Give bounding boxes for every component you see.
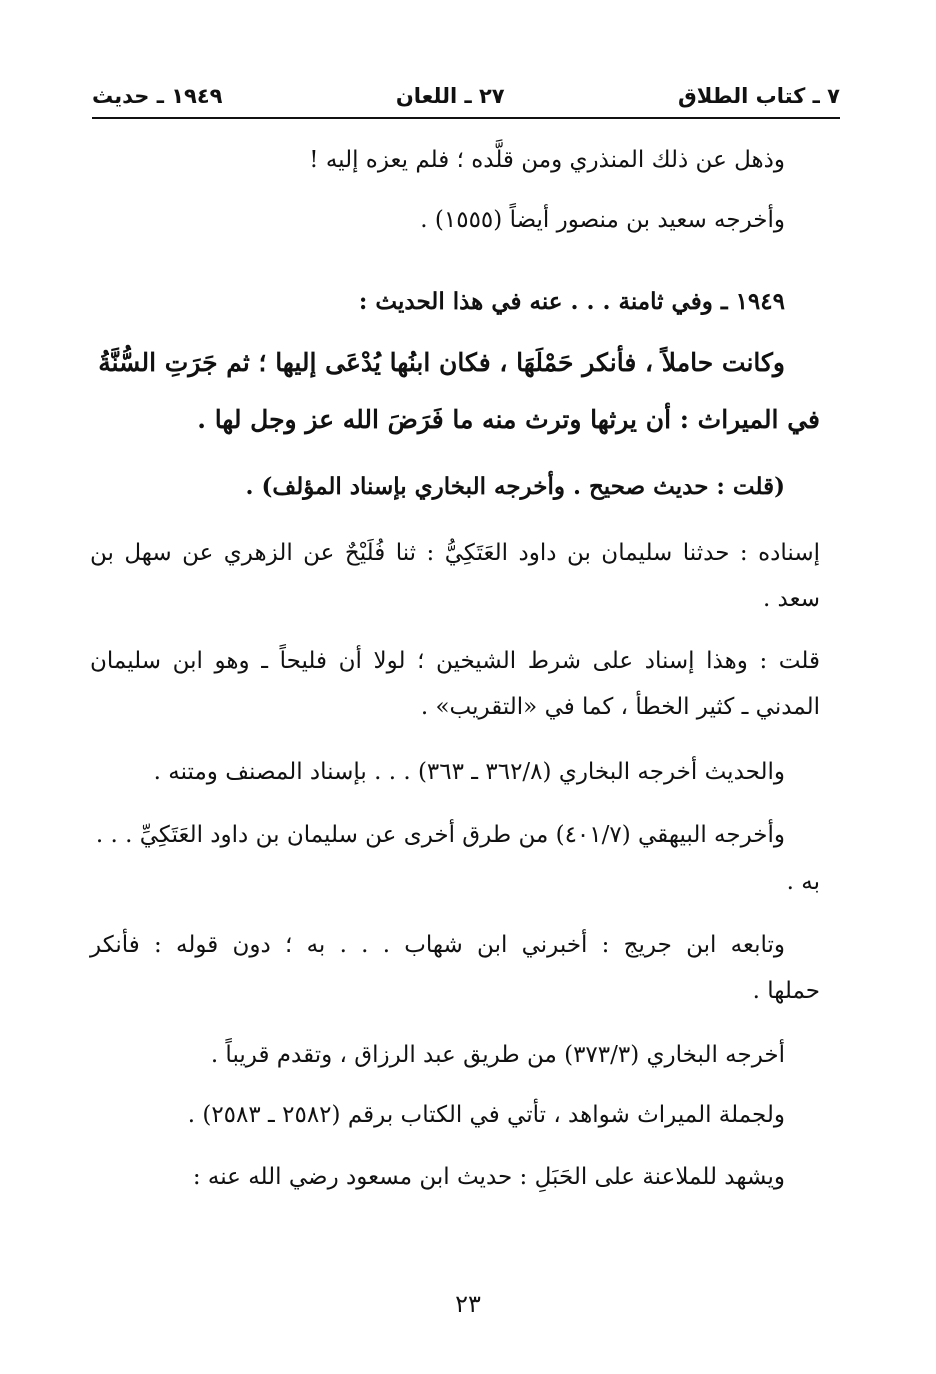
running-header (92, 78, 840, 114)
body-line: وأخرجه سعيد بن منصور أيضاً (١٥٥٥) . (420, 207, 785, 233)
page-number: ٢٣ (455, 1290, 481, 1318)
header-hadith-number: ١٩٤٩ ـ حديث (92, 84, 223, 108)
hadith-text-line: وكانت حاملاً ، فأنكر حَمْلَهَا ، فكان ابنُها يُدْعَى إليها ؛ ثم جَرَتِ السُّنَّةُ (98, 348, 785, 377)
takhrij-line: وأخرجه البيهقي (٤٠١/٧) من طرق أخرى عن سليمان بن داود العَتَكِيِّ . . . (95, 822, 785, 848)
takhrij-line: به . (786, 869, 820, 895)
takhrij-line: ويشهد للملاعنة على الحَبَلِ : حديث ابن مسعود رضي الله عنه : (192, 1164, 785, 1190)
isnad-line: إسناده : حدثنا سليمان بن داود العَتَكِيُّ : ثنا فُلَيْحٌ عن الزهري عن سهل بن (90, 540, 820, 566)
takhrij-line: والحديث أخرجه البخاري (٣٦٢/٨ ـ ٣٦٣) . . . بإسناد المصنف ومتنه . (153, 759, 785, 785)
isnad-line: سعد . (762, 586, 820, 612)
hadith-heading: ١٩٤٩ ـ وفي ثامنة . . . عنه في هذا الحديث : (358, 288, 785, 315)
verdict-note: (قلت : حديث صحيح . وأخرجه البخاري بإسناد المؤلف) . (245, 473, 785, 500)
header-book-chapter: ٧ ـ كتاب الطلاق (678, 84, 840, 108)
header-divider (92, 117, 840, 119)
header-section: ٢٧ ـ اللعان (395, 84, 505, 108)
commentary-line: قلت : وهذا إسناد على شرط الشيخين ؛ لولا أن فليحاً ـ وهو ابن سليمان (90, 648, 820, 674)
hadith-text-line: في الميراث : أن يرثها وترث منه ما فَرَضَ الله عز وجل لها . (197, 405, 820, 434)
takhrij-line: ولجملة الميراث شواهد ، تأتي في الكتاب برقم (٢٥٨٢ ـ ٢٥٨٣) . (187, 1102, 785, 1128)
takhrij-line: أخرجه البخاري (٣٧٣/٣) من طريق عبد الرزاق ، وتقدم قريباً . (210, 1042, 785, 1068)
takhrij-line: وتابعه ابن جريج : أخبرني ابن شهاب . . . به ؛ دون قوله : فأنكر (90, 932, 785, 958)
commentary-line: المدني ـ كثير الخطأ ، كما في «التقريب» . (420, 694, 820, 720)
takhrij-line: حملها . (752, 978, 820, 1004)
body-line: وذهل عن ذلك المنذري ومن قلَّده ؛ فلم يعزه إليه ! (309, 147, 785, 173)
